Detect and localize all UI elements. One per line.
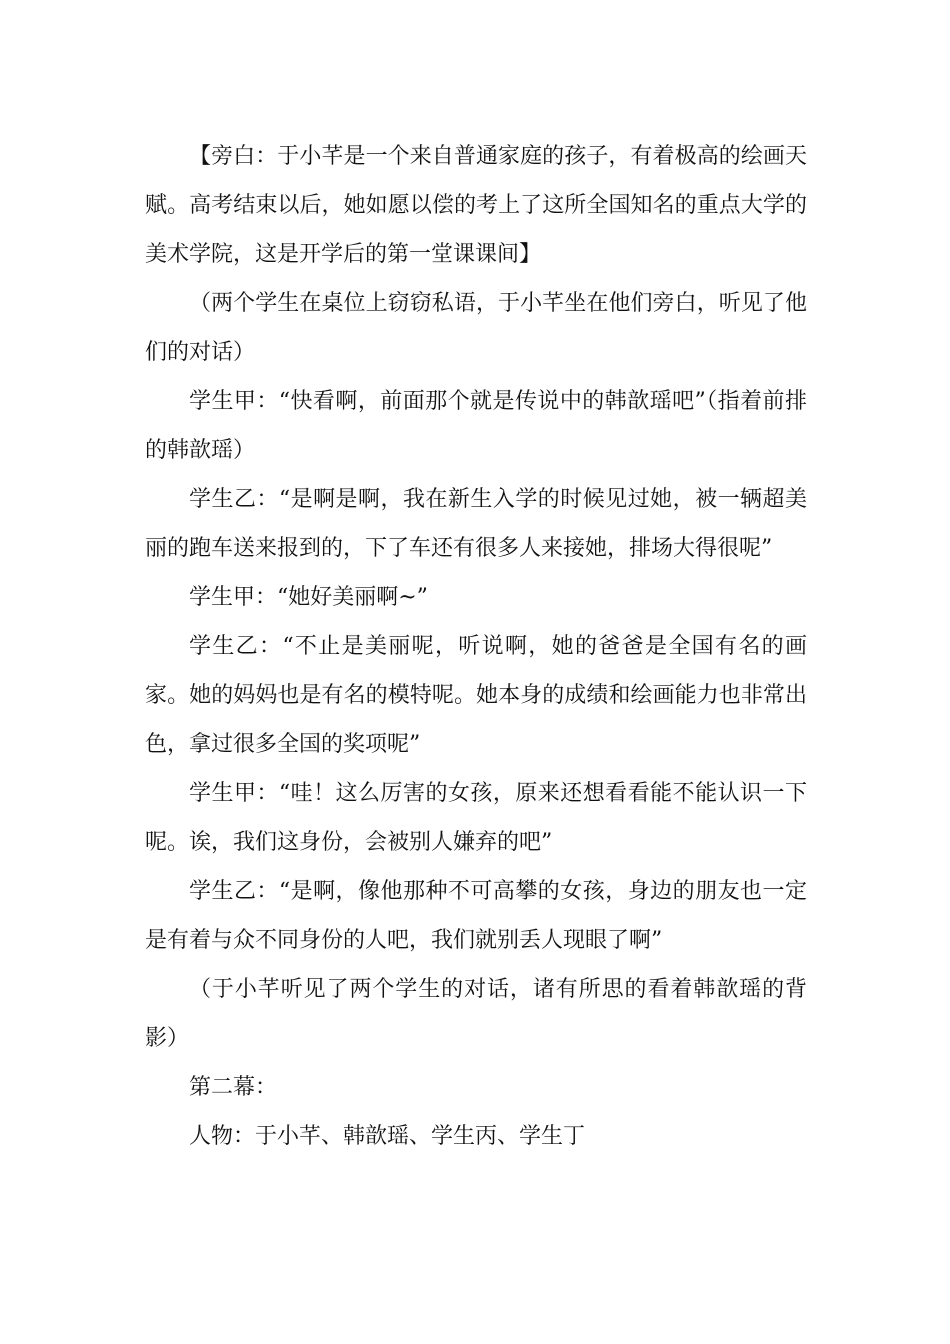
dialogue-paragraph: 学生乙：“是啊是啊，我在新生入学的时候见过她，被一辆超美丽的跑车送来报到的，下了车还有很多人来接她，排场大得很呢” (145, 487, 807, 561)
characters-line: 人物：于小芊、韩歆瑶、学生丙、学生丁 (189, 1124, 586, 1149)
script-text-body (145, 132, 807, 1161)
dialogue-paragraph: 学生甲：“快看啊，前面那个就是传说中的韩歆瑶吧”（指着前排的韩歆瑶） (145, 389, 807, 463)
dialogue-paragraph: 学生乙：“是啊，像他那种不可高攀的女孩，身边的朋友也一定是有着与众不同身份的人吧，我们就别丢人现眼了啊” (145, 879, 807, 953)
stage-direction-paragraph: （两个学生在桌位上窃窃私语，于小芊坐在他们旁白，听见了他们的对话） (145, 291, 807, 365)
stage-direction-paragraph: （于小芊听见了两个学生的对话，诸有所思的看着韩歆瑶的背影） (145, 977, 807, 1051)
dialogue-paragraph: 学生甲：“哇！这么厉害的女孩，原来还想看看能不能认识一下呢。诶，我们这身份，会被别人嫌弃的吧” (145, 781, 807, 855)
act-heading: 第二幕： (189, 1075, 278, 1100)
dialogue-paragraph: 学生乙：“不止是美丽呢，听说啊，她的爸爸是全国有名的画家。她的妈妈也是有名的模特呢。她本身的成绩和绘画能力也非常出色，拿过很多全国的奖项呢” (145, 634, 807, 757)
dialogue-paragraph: 学生甲：“她好美丽啊~” (189, 585, 428, 610)
narration-paragraph: 【旁白：于小芊是一个来自普通家庭的孩子，有着极高的绘画天赋。高考结束以后，她如愿以偿的考上了这所全国知名的重点大学的美术学院，这是开学后的第一堂课课间】 (145, 144, 807, 267)
